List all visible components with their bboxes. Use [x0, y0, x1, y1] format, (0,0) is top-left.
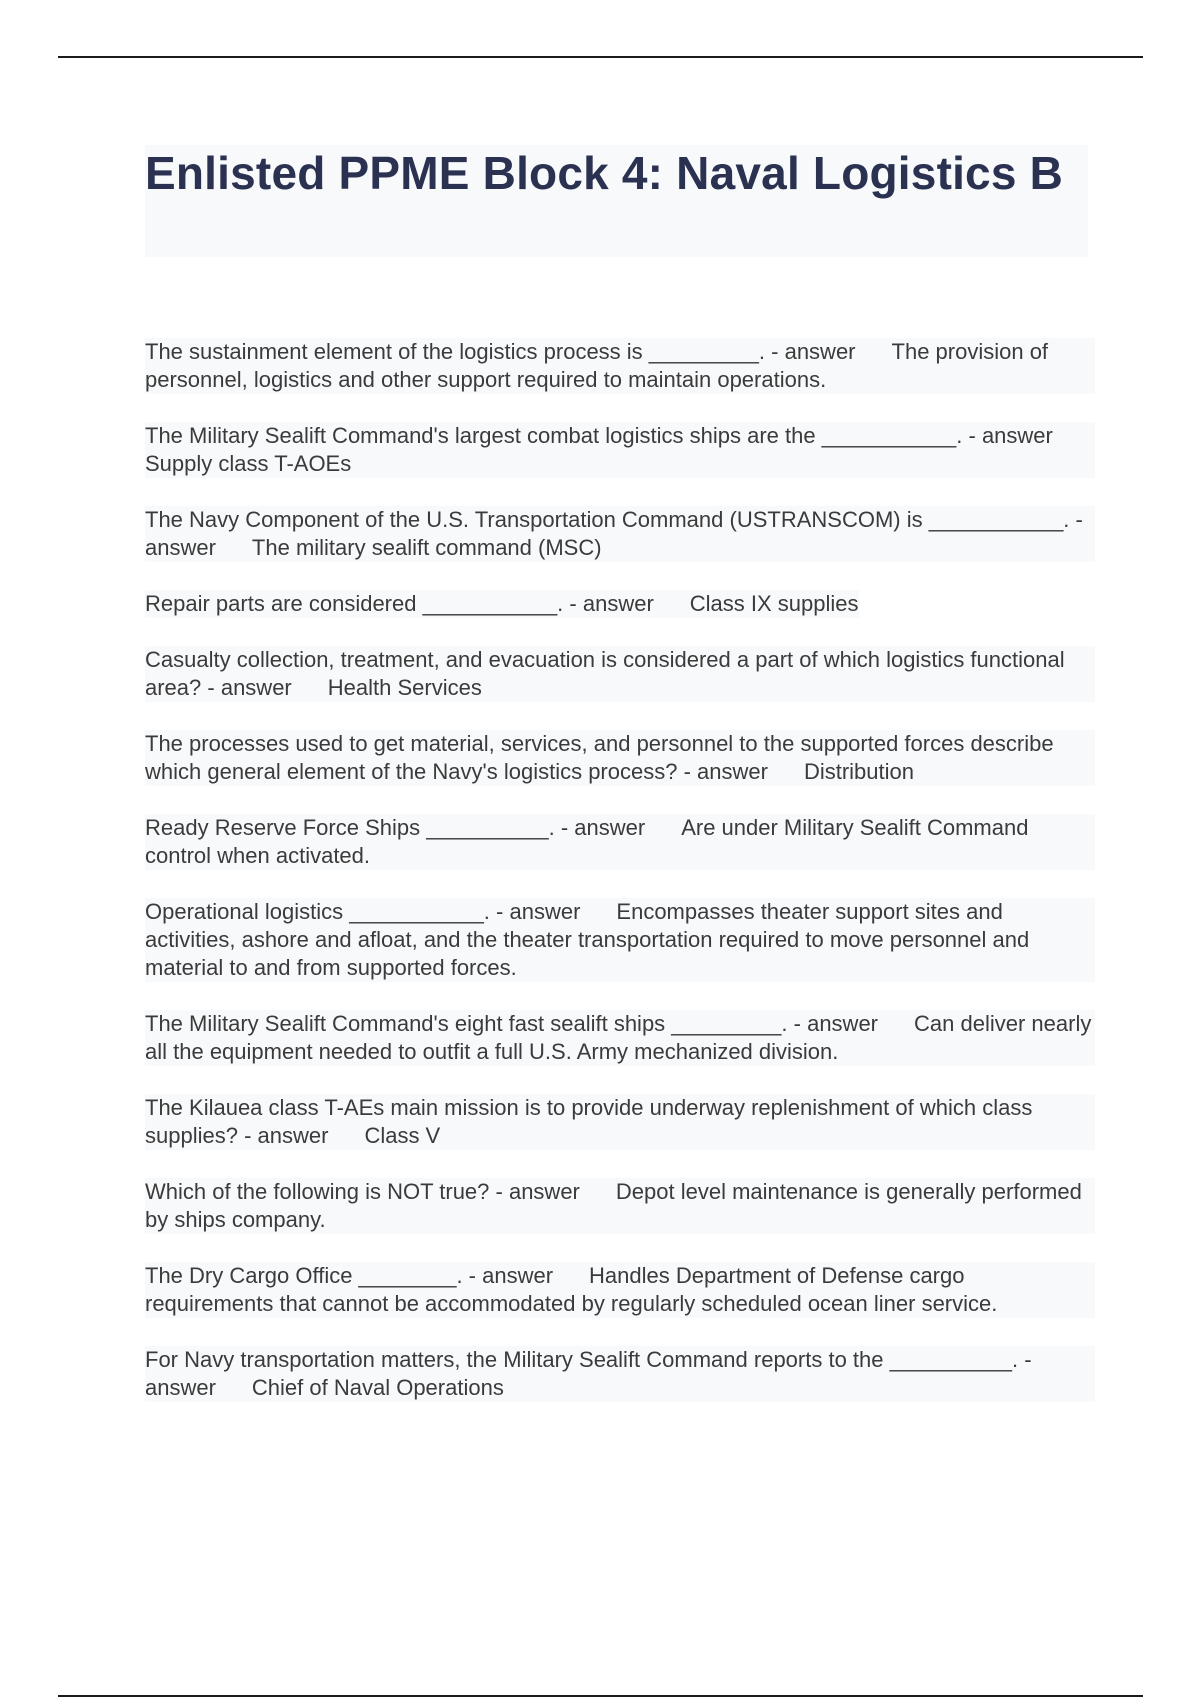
qa-item [145, 1178, 1095, 1234]
question-text: The sustainment element of the logistics process is _________. [145, 339, 766, 364]
qa-item [145, 506, 1095, 562]
answer-text: Are under Military Sealift Command control when activated. [145, 815, 1029, 868]
question-text: The Military Sealift Command's eight fast sealift ships _________. [145, 1011, 788, 1036]
answer-label: - answer [201, 675, 292, 700]
answer-text: Can deliver nearly all the equipment needed to outfit a full U.S. Army mechanized division. [145, 1011, 1092, 1064]
qa-item [145, 1010, 1095, 1066]
qa-item [145, 590, 859, 618]
question-text: The Military Sealift Command's largest combat logistics ships are the ___________. [145, 423, 963, 448]
question-text: The Dry Cargo Office ________. [145, 1263, 463, 1288]
top-rule [58, 56, 1143, 58]
qa-item [145, 338, 1095, 394]
answer-text: Depot level maintenance is generally performed by ships company. [145, 1179, 1082, 1232]
answer-text: Encompasses theater support sites and activities, ashore and afloat, and the theater transportation required to move personnel and material to and from supported forces. [145, 899, 1030, 980]
answer-label: - answer [489, 899, 581, 924]
question-text: The processes used to get material, services, and personnel to the supported forces describe which general element of the Navy's logistics process? [145, 731, 1054, 784]
question-text: Casualty collection, treatment, and evacuation is considered a part of which logistics functional area? [145, 647, 1065, 700]
question-text: The Navy Component of the U.S. Transportation Command (USTRANSCOM) is ___________. [145, 507, 1070, 532]
answer-label: - answer [489, 1179, 580, 1204]
answer-text: The military sealift command (MSC) [251, 535, 602, 560]
qa-item [145, 422, 1095, 478]
answer-text: Class IX supplies [689, 591, 859, 616]
question-text: Repair parts are considered ___________. [145, 591, 564, 616]
question-text: Which of the following is NOT true? [145, 1179, 490, 1204]
answer-label: - answer [677, 759, 768, 784]
question-text: The Kilauea class T-AEs main mission is to provide underway replenishment of which class supplies? [145, 1095, 1033, 1148]
answer-text: Supply class T-AOEs [145, 451, 352, 476]
qa-list [145, 338, 1095, 1430]
qa-item [145, 730, 1095, 786]
answer-label: - answer [563, 591, 654, 616]
qa-item [145, 814, 1095, 870]
answer-text: Handles Department of Defense cargo requirements that cannot be accommodated by regularly scheduled ocean liner service. [145, 1263, 998, 1316]
answer-label: - answer [237, 1123, 329, 1148]
answer-label: - answer [145, 1347, 1032, 1400]
question-text: Operational logistics ___________. [145, 899, 490, 924]
answer-label: - answer [554, 815, 646, 840]
question-text: Ready Reserve Force Ships __________. [145, 815, 555, 840]
answer-label: - answer [765, 339, 856, 364]
answer-label: - answer [145, 507, 1083, 560]
answer-text: Health Services [327, 675, 482, 700]
answer-text: Distribution [803, 759, 914, 784]
qa-item [145, 1346, 1095, 1402]
answer-text: The provision of personnel, logistics and other support required to maintain operations. [145, 339, 1049, 392]
title-block [145, 145, 1088, 257]
answer-text: Chief of Naval Operations [251, 1375, 504, 1400]
qa-item [145, 1094, 1095, 1150]
bottom-rule [58, 1695, 1143, 1697]
page-title: Enlisted PPME Block 4: Naval Logistics B [145, 147, 1064, 199]
answer-label: - answer [462, 1263, 554, 1288]
qa-item [145, 898, 1095, 982]
qa-item [145, 646, 1095, 702]
question-text: For Navy transportation matters, the Military Sealift Command reports to the __________. [145, 1347, 1019, 1372]
answer-label: - answer [962, 423, 1053, 448]
answer-text: Class V [364, 1123, 441, 1148]
answer-label: - answer [787, 1011, 879, 1036]
qa-item [145, 1262, 1095, 1318]
